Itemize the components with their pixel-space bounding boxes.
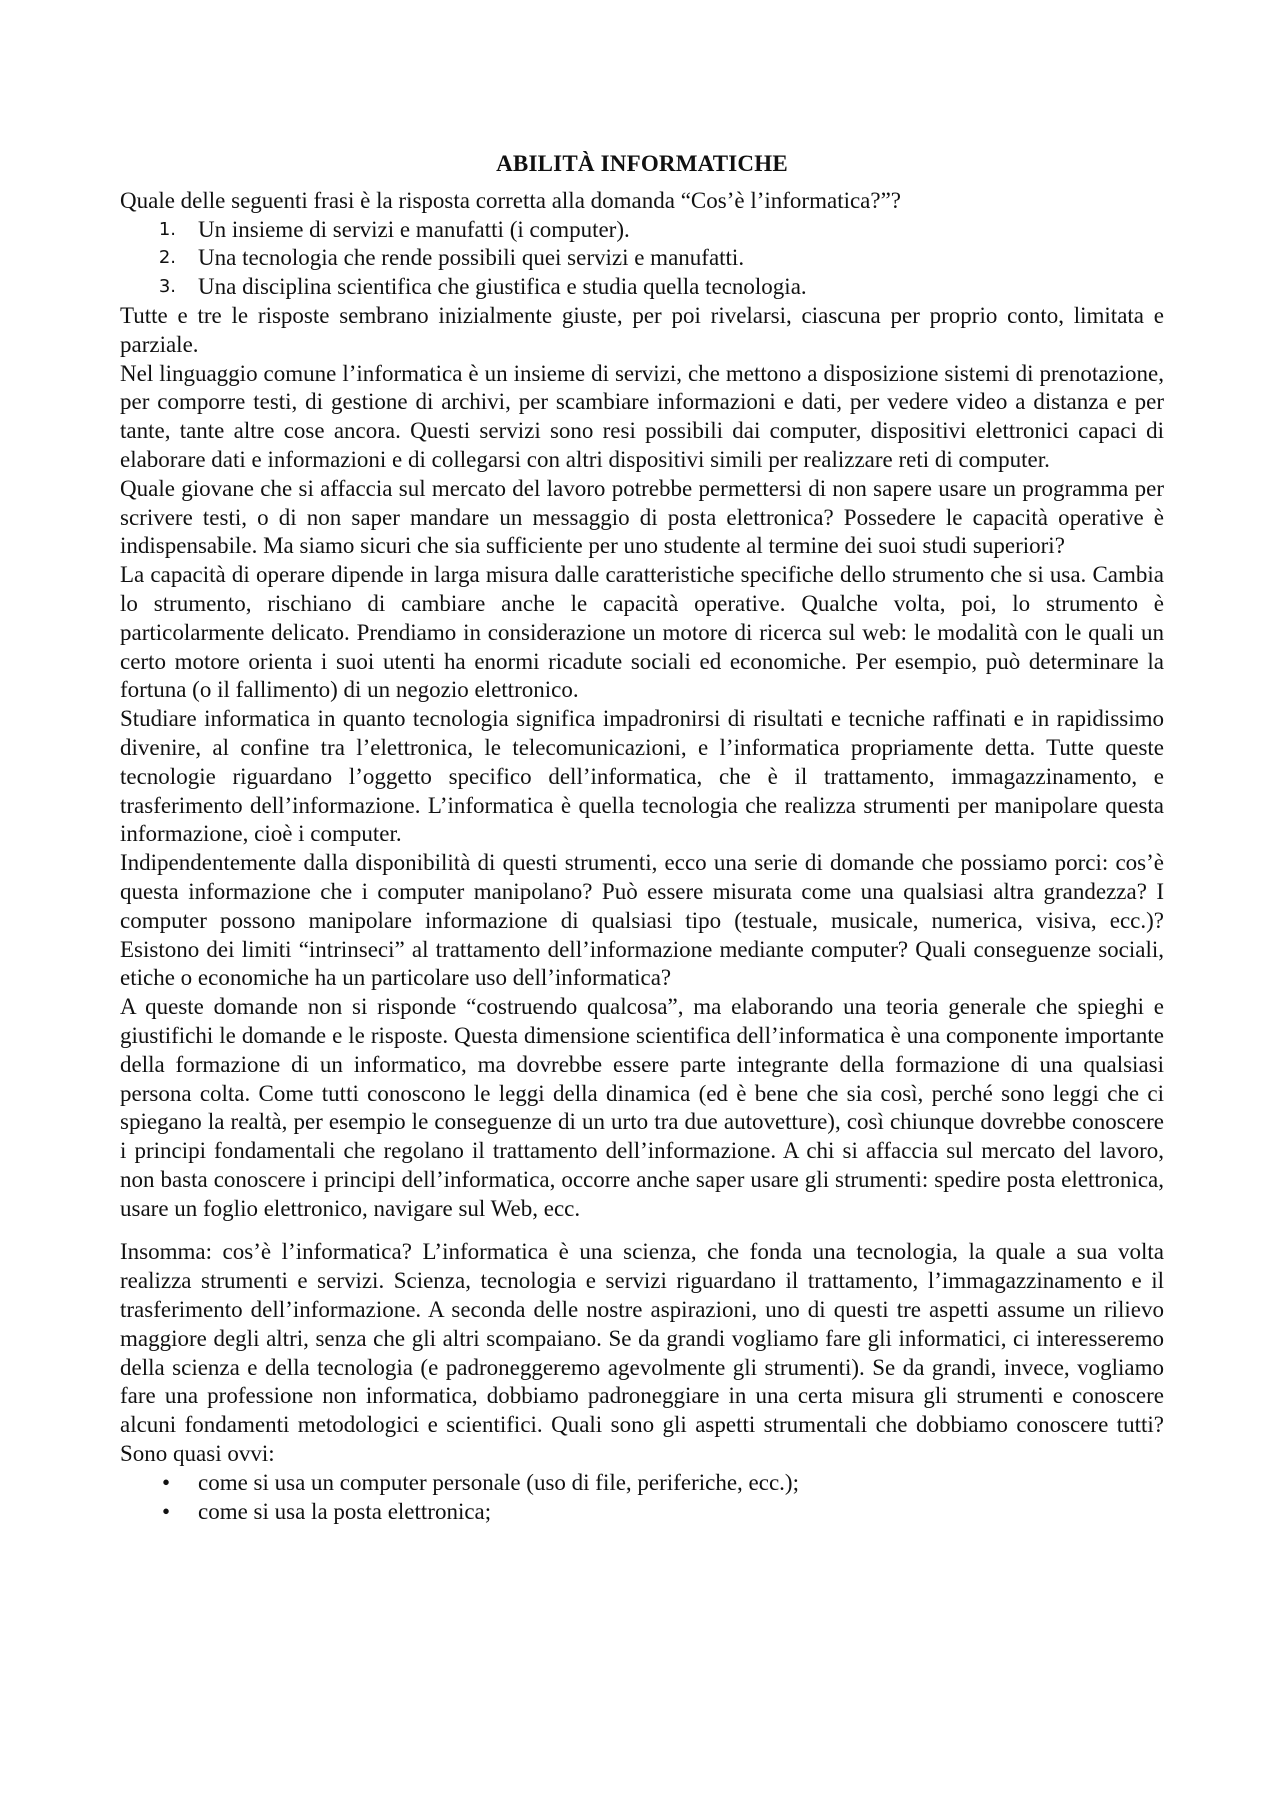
list-item-text: come si usa la posta elettronica; (198, 1498, 492, 1524)
list-item-text: Un insieme di servizi e manufatti (i computer). (198, 216, 630, 242)
bullet-icon: • (162, 1469, 171, 1495)
paragraph: La capacità di operare dipende in larga misura dalle caratteristiche specifiche dello strumento che si usa. Cambia lo strumento, rischiano di cambiare anche le capacità operative. Qualche volta, poi, lo strumento è particolarmente delicato. Prendiamo in considerazione un motore di ricerca sul web: le modalità con le quali un certo motore orienta i suoi utenti ha enormi ricadute sociali ed economiche. Per esempio, può determinare la fortuna (o il fallimento) di un negozio elettronico. (120, 562, 1164, 703)
list-number: 2. (158, 247, 176, 269)
list-item (120, 1498, 1164, 1527)
page-title: ABILITÀ INFORMATICHE (496, 151, 788, 176)
list-item (120, 273, 1164, 302)
list-item-text: come si usa un computer personale (uso di file, periferiche, ecc.); (198, 1469, 799, 1495)
paragraph: A queste domande non si risponde “costruendo qualcosa”, ma elaborando una teoria generale che spieghi e giustifichi le domande e le risposte. Questa dimensione scientifica dell’informatica è una componente importante della formazione di un informatico, ma dovrebbe essere parte integrante della formazione di una qualsiasi persona colta. Come tutti conoscono le leggi della dinamica (ed è bene che sia così, perché sono leggi che ci spiegano la realtà, per esempio le conseguenze di un urto tra due autovetture), così chiunque dovrebbe conoscere i principi fondamentali che regolano il trattamento dell’informazione. A chi si affaccia sul mercato del lavoro, non basta conoscere i principi dell’informatica, occorre anche saper usare gli strumenti: spedire posta elettronica, usare un foglio elettronico, navigare sul Web, ecc. (120, 994, 1164, 1221)
paragraph: Indipendentemente dalla disponibilità di questi strumenti, ecco una serie di domande che possiamo porci: cos’è questa informazione che i computer manipolano? Può essere misurata come una qualsiasi altra grandezza? I computer possono manipolare informazione di qualsiasi tipo (testuale, musicale, numerica, visiva, ecc.)? Esistono dei limiti “intrinseci” al trattamento dell’informazione mediante computer? Quali conseguenze sociali, etiche o economiche ha un particolare uso dell’informatica? (120, 850, 1164, 991)
paragraph: Quale giovane che si affaccia sul mercato del lavoro potrebbe permettersi di non sapere usare un programma per scrivere testi, o di non saper mandare un messaggio di posta elettronica? Possedere le capacità operative è indispensabile. Ma siamo sicuri che sia sufficiente per uno studente al termine dei suoi studi superiori? (120, 475, 1164, 559)
list-number: 3. (158, 276, 176, 298)
list-number: 1. (158, 218, 176, 240)
list-item (120, 216, 1164, 245)
list-item (120, 1469, 1164, 1498)
list-item-text: Una disciplina scientifica che giustifica e studia quella tecnologia. (198, 274, 807, 300)
list-item-text: Una tecnologia che rende possibili quei servizi e manufatti. (198, 245, 745, 271)
bullet-icon: • (162, 1498, 171, 1524)
numbered-list (120, 216, 1164, 302)
list-item (120, 244, 1164, 273)
intro-question: Quale delle seguenti frasi è la risposta corretta alla domanda “Cos’è l’informatica?”? (120, 187, 902, 213)
paragraph: Nel linguaggio comune l’informatica è un insieme di servizi, che mettono a disposizione sistemi di prenotazione, per comporre testi, di gestione di archivi, per scambiare informazioni e dati, per vedere video a distanza e per tante, tante altre cose ancora. Questi servizi sono resi possibili dai computer, dispositivi elettronici capaci di elaborare dati e informazioni e di collegarsi con altri dispositivi simili per realizzare reti di computer. (120, 360, 1164, 472)
paragraph: Insomma: cos’è l’informatica? L’informatica è una scienza, che fonda una tecnologia, la quale a sua volta realizza strumenti e servizi. Scienza, tecnologia e servizi riguardano il trattamento, l’immagazzinamento e il trasferimento dell’informazione. A seconda delle nostre aspirazioni, uno di questi tre aspetti assume un rilievo maggiore degli altri, senza che gli altri scompaiano. Se da grandi vogliamo fare gli informatici, ci interesseremo della scienza e della tecnologia (e padroneggeremo agevolmente gli strumenti). Se da grandi, invece, vogliamo fare una professione non informatica, dobbiamo padroneggiare in una certa misura gli strumenti e conoscere alcuni fondamenti metodologici e scientifici. Quali sono gli aspetti strumentali che dobbiamo conoscere tutti? Sono quasi ovvi: (120, 1239, 1164, 1467)
document-page (120, 150, 1164, 1526)
paragraph: Studiare informatica in quanto tecnologia significa impadronirsi di risultati e tecniche raffinati e in rapidissimo divenire, al confine tra l’elettronica, le telecomunicazioni, e l’informatica propriamente detta. Tutte queste tecnologie riguardano l’oggetto specifico dell’informatica, che è il trattamento, immagazzinamento, e trasferimento dell’informazione. L’informatica è quella tecnologia che realizza strumenti per manipolare questa informazione, cioè i computer. (120, 706, 1164, 847)
bullet-list (120, 1469, 1164, 1527)
paragraph: Tutte e tre le risposte sembrano inizialmente giuste, per poi rivelarsi, ciascuna per proprio conto, limitata e parziale. (120, 302, 1164, 357)
